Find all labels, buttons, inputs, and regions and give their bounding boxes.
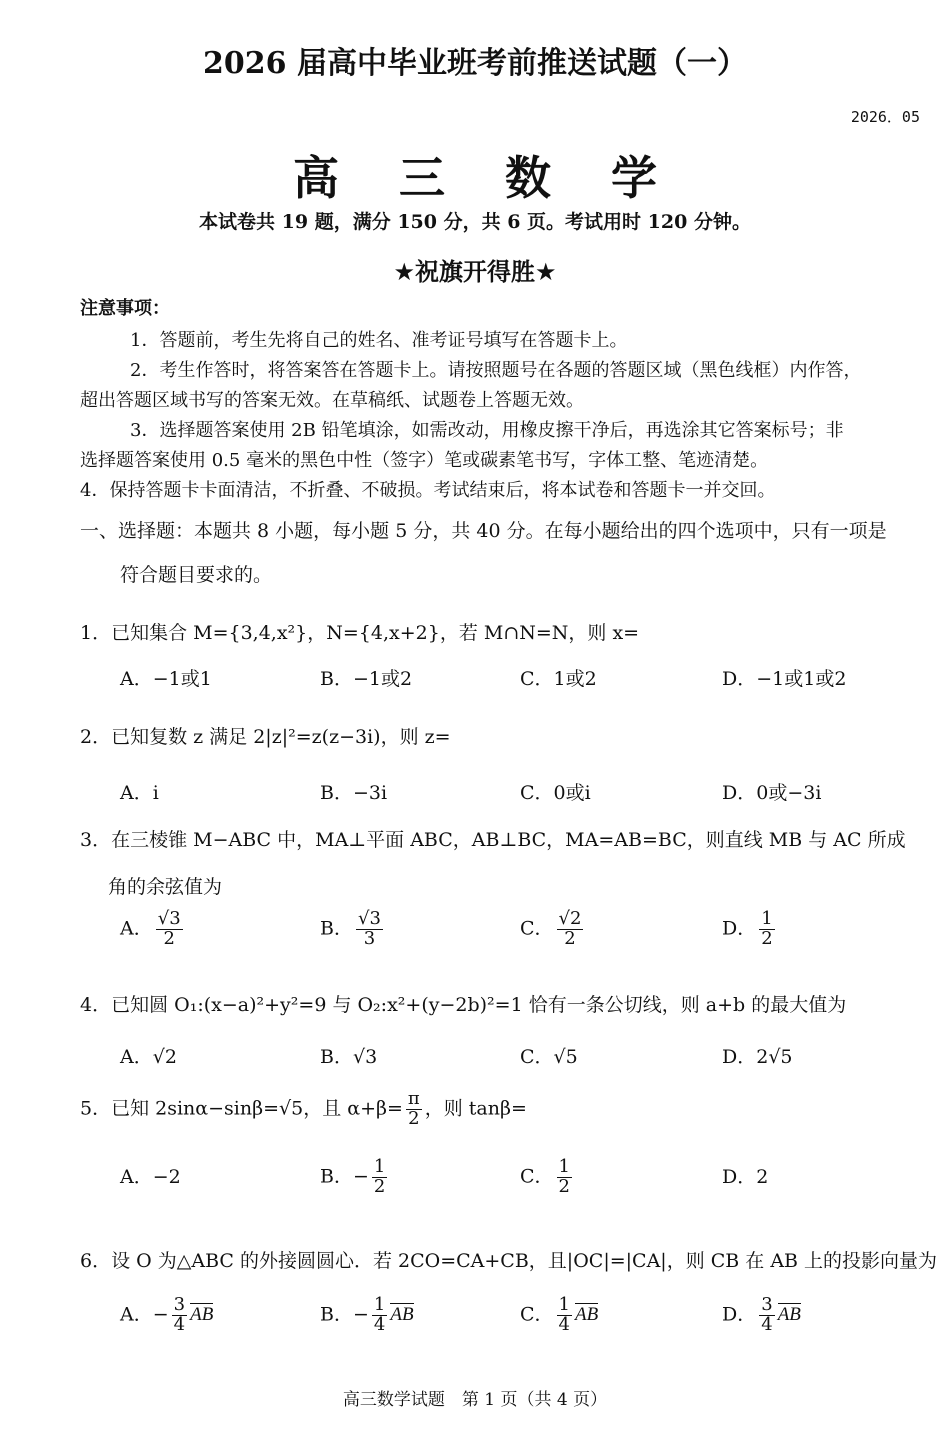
page-footer: 高三数学试题 第 1 页（共 4 页） [342, 1390, 608, 1410]
question-stem: 6．设 O 为△ABC 的外接圆圆心．若 2CO=CA+CB，且|OC|=|CA|，则 CB 在 AB 上的投影向量为 [80, 1250, 938, 1272]
question-stem: 2．已知复数 z 满足 2|z|²=z(z−3i)，则 z= [80, 726, 451, 748]
question-stem: 5．已知 2sinα−sinβ=√5，且 α+β= $\frac{\pi}{2}$ ，则 tanβ= [80, 1088, 527, 1129]
option-d: D． $\frac{1}{2}$ [722, 908, 773, 949]
note-item: 1．答题前，考生先将自己的姓名、准考证号填写在答题卡上。 [130, 330, 628, 351]
option-b: B．−3i [320, 782, 388, 804]
note-item: 2．考生作答时，将答案答在答题卡上。请按照题号在各题的答题区域（黑色线框）内作答， [130, 360, 862, 381]
option-d: D．2√5 [722, 1046, 793, 1068]
note-item: 超出答题区域书写的答案无效。在草稿纸、试题卷上答题无效。 [80, 390, 584, 411]
section-heading-cont: 符合题目要求的。 [120, 564, 273, 586]
notes-heading: 注意事项： [80, 298, 170, 319]
option-a: A．−2 [120, 1166, 181, 1188]
option-c: C．0或i [520, 782, 591, 804]
option-c: C．1或2 [520, 668, 597, 690]
wish-line: ★祝旗开得胜★ [393, 258, 557, 286]
option-a: A． $\frac{√3}{2}$ [120, 908, 181, 949]
option-d: D． $\frac{3}{4}$ AB [722, 1294, 801, 1335]
question-stem-cont: 角的余弦值为 [108, 876, 223, 898]
note-item: 3．选择题答案使用 2B 铅笔填涂，如需改动，用橡皮擦干净后，再选涂其它答案标号；非 [130, 420, 844, 441]
option-b: B． $\frac{√3}{3}$ [320, 908, 381, 949]
option-a: A．√2 [120, 1046, 177, 1068]
exam-title: 2026 届高中毕业班考前推送试题（一） [203, 46, 747, 81]
option-d: D．2 [722, 1166, 769, 1188]
option-c: C．√5 [520, 1046, 578, 1068]
section-heading: 一、选择题：本题共 8 小题，每小题 5 分，共 40 分。在每小题给出的四个选项中，只有一项是 [80, 520, 887, 542]
option-a: A．−1或1 [120, 668, 212, 690]
option-b: B．− $\frac{1}{2}$ [320, 1156, 386, 1197]
option-d: D．−1或1或2 [722, 668, 847, 690]
question-stem: 3．在三棱锥 M−ABC 中，MA⊥平面 ABC，AB⊥BC，MA=AB=BC，则直线 MB 与 AC 所成 [80, 829, 906, 851]
option-c: C． $\frac{√2}{2}$ [520, 908, 582, 949]
option-b: B．− $\frac{1}{4}$ AB [320, 1294, 414, 1335]
question-stem: 1．已知集合 M={3,4,x²}，N={4,x+2}，若 M∩N=N，则 x= [80, 622, 640, 644]
option-d: D．0或−3i [722, 782, 822, 804]
exam-date: 2026．05 [850, 108, 920, 126]
note-item: 4．保持答题卡卡面清洁，不折叠、不破损。考试结束后，将本试卷和答题卡一并交回。 [80, 480, 776, 501]
note-item: 选择题答案使用 0.5 毫米的黑色中性（签字）笔或碳素笔书写，字体工整、笔迹清楚。 [80, 450, 769, 471]
question-stem: 4．已知圆 O₁:(x−a)²+y²=9 与 O₂:x²+(y−2b)²=1 恰有一条公切线，则 a+b 的最大值为 [80, 994, 847, 1016]
option-c: C． $\frac{1}{4}$ AB [520, 1294, 599, 1335]
exam-info: 本试卷共 19 题，满分 150 分，共 6 页。考试用时 120 分钟。 [199, 211, 751, 233]
option-a: A．− $\frac{3}{4}$ AB [120, 1294, 214, 1335]
option-b: B．−1或2 [320, 668, 413, 690]
option-a: A．i [120, 782, 159, 804]
option-c: C． $\frac{1}{2}$ [520, 1156, 570, 1197]
option-b: B．√3 [320, 1046, 378, 1068]
subject-heading: 高 三 数 学 [292, 151, 680, 205]
